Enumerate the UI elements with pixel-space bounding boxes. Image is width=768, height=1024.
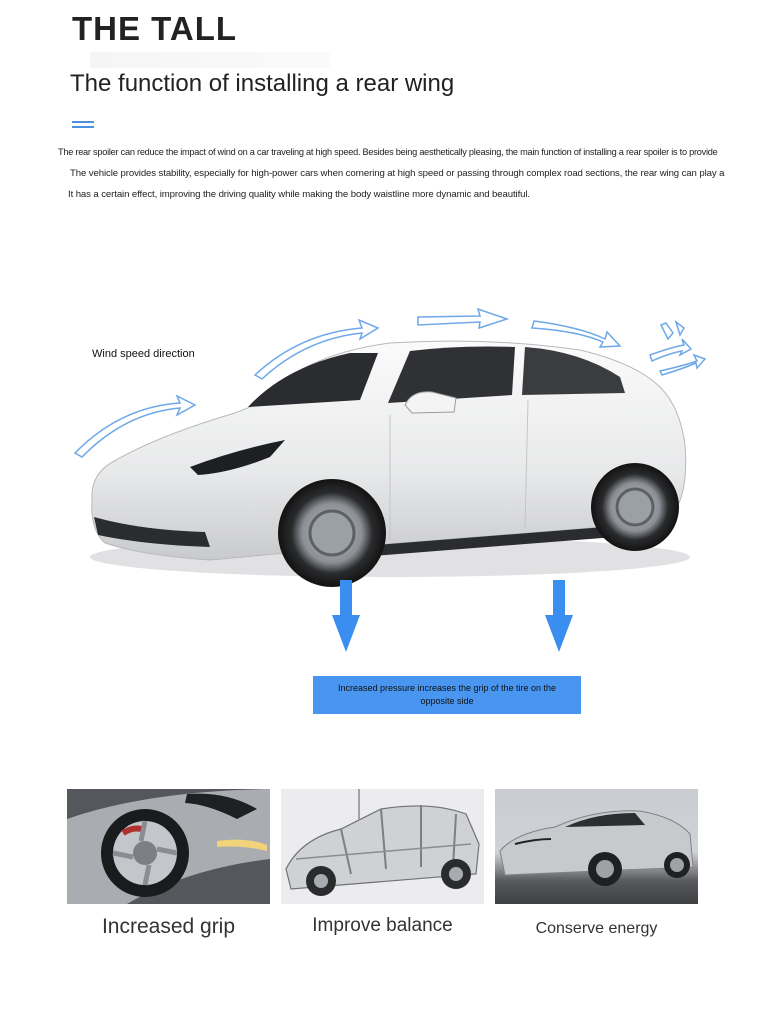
brand-title: THE TALL [72, 10, 238, 47]
wind-direction-label: Wind speed direction [92, 348, 195, 360]
section-heading: The function of installing a rear wing [70, 70, 455, 97]
car-aerodynamics-illustration [60, 295, 720, 675]
heading-underline-icon [72, 121, 94, 129]
wheel-closeup-photo [67, 789, 270, 904]
feature-caption-energy: Conserve energy [535, 920, 658, 937]
faded-subtitle [90, 52, 330, 68]
downforce-arrow-icon [332, 580, 573, 652]
car-side-photo [495, 789, 698, 904]
description-line-1: The rear spoiler can reduce the impact of wind on a car traveling at high speed. Besides being aesthetically pleasing, the main function of installing a rear spoiler is to provide [58, 147, 718, 157]
pressure-note-box: Increased pressure increases the grip of the tire on the opposite side [313, 676, 581, 714]
description-line-2: The vehicle provides stability, especially for high-power cars when cornering at high speed or passing through complex road sections, the rear wing can play a [70, 168, 725, 179]
description-line-3: It has a certain effect, improving the driving quality while making the body waistline more dynamic and beautiful. [68, 189, 530, 200]
feature-caption-grip: Increased grip [101, 915, 236, 938]
feature-caption-balance: Improve balance [312, 915, 453, 936]
body-frame-photo [281, 789, 484, 904]
